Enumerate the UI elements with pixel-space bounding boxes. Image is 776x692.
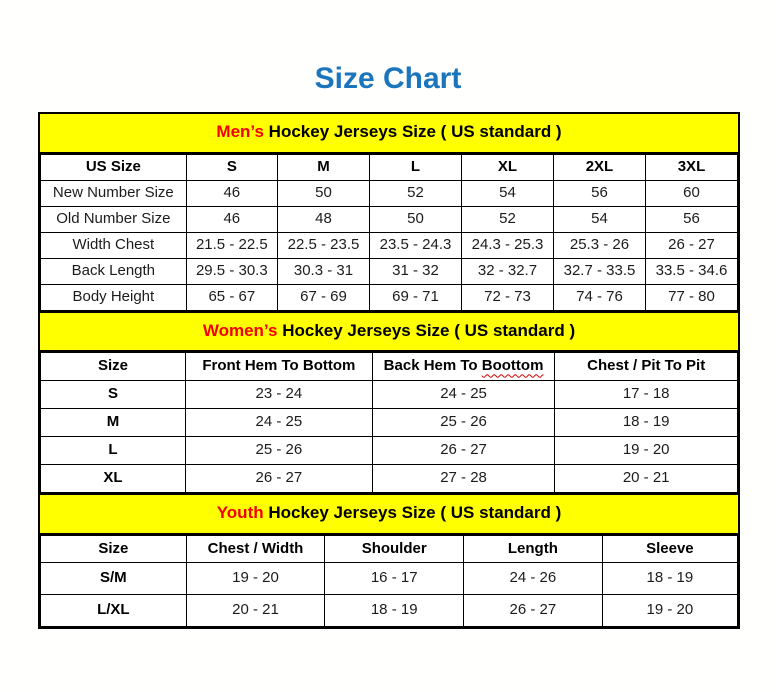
womens-header-row — [41, 353, 738, 381]
womens-cell: 26 - 27 — [185, 465, 372, 493]
womens-cell: 25 - 26 — [372, 409, 555, 437]
page-title: Size Chart — [314, 62, 462, 95]
mens-cell: 65 - 67 — [186, 284, 277, 310]
table-row — [41, 381, 738, 409]
womens-cell: 19 - 20 — [555, 437, 738, 465]
youth-cell: 24 - 26 — [464, 563, 603, 595]
womens-header-back-misspelled-word: Boottom — [481, 357, 544, 375]
mens-header-cell: M — [277, 154, 369, 180]
mens-row-label: Body Height — [41, 284, 187, 310]
womens-header-cell: Chest / Pit To Pit — [555, 353, 738, 381]
womens-section-title: Hockey Jerseys Size ( US standard ) — [277, 320, 576, 340]
womens-row-label: S — [41, 381, 186, 409]
mens-cell: 21.5 - 22.5 — [186, 232, 277, 258]
mens-size-table — [40, 154, 738, 311]
youth-size-table — [40, 535, 738, 627]
table-row — [41, 595, 738, 627]
youth-cell: 19 - 20 — [186, 563, 325, 595]
mens-cell: 25.3 - 26 — [553, 232, 645, 258]
womens-header-cell — [372, 353, 555, 381]
mens-cell: 52 — [369, 180, 461, 206]
youth-cell: 20 - 21 — [186, 595, 325, 627]
youth-header-row — [41, 536, 738, 563]
table-row — [41, 206, 738, 232]
mens-cell: 23.5 - 24.3 — [369, 232, 461, 258]
table-row — [41, 180, 738, 206]
womens-section-highlight: Women’s — [202, 320, 278, 340]
mens-cell: 30.3 - 31 — [277, 258, 369, 284]
table-row — [41, 284, 738, 310]
womens-cell: 23 - 24 — [185, 381, 372, 409]
womens-section-header — [40, 311, 738, 353]
table-row — [41, 437, 738, 465]
mens-cell: 29.5 - 30.3 — [186, 258, 277, 284]
mens-cell: 32 - 32.7 — [461, 258, 553, 284]
womens-row-label: XL — [41, 465, 186, 493]
mens-cell: 48 — [277, 206, 369, 232]
youth-section-header — [40, 493, 738, 535]
mens-header-row — [41, 154, 738, 180]
table-row — [41, 409, 738, 437]
womens-header-cell: Size — [41, 353, 186, 381]
table-row — [41, 258, 738, 284]
youth-header-cell: Chest / Width — [186, 536, 325, 563]
mens-header-cell: US Size — [41, 154, 187, 180]
youth-section-highlight: Youth — [216, 503, 264, 523]
womens-cell: 20 - 21 — [555, 465, 738, 493]
mens-row-label: Back Length — [41, 258, 187, 284]
table-row — [41, 563, 738, 595]
mens-cell: 72 - 73 — [461, 284, 553, 310]
mens-cell: 67 - 69 — [277, 284, 369, 310]
mens-section-title: Hockey Jerseys Size ( US standard ) — [263, 122, 562, 141]
mens-cell: 54 — [553, 206, 645, 232]
mens-cell: 50 — [369, 206, 461, 232]
youth-cell: 19 - 20 — [602, 595, 737, 627]
table-row — [41, 232, 738, 258]
womens-cell: 24 - 25 — [185, 409, 372, 437]
mens-cell: 22.5 - 23.5 — [277, 232, 369, 258]
womens-cell: 17 - 18 — [555, 381, 738, 409]
mens-cell: 26 - 27 — [645, 232, 737, 258]
mens-cell: 46 — [186, 180, 277, 206]
womens-header-cell: Front Hem To Bottom — [185, 353, 372, 381]
mens-cell: 50 — [277, 180, 369, 206]
youth-section-title: Hockey Jerseys Size ( US standard ) — [263, 503, 562, 523]
mens-cell: 32.7 - 33.5 — [553, 258, 645, 284]
mens-cell: 77 - 80 — [645, 284, 737, 310]
mens-cell: 52 — [461, 206, 553, 232]
womens-header-back-prefix: Back Hem To — [383, 357, 482, 375]
youth-cell: 18 - 19 — [602, 563, 737, 595]
youth-cell: 26 - 27 — [464, 595, 603, 627]
womens-cell: 27 - 28 — [372, 465, 555, 493]
mens-section-header — [40, 114, 738, 154]
mens-header-cell: XL — [461, 154, 553, 180]
mens-cell: 31 - 32 — [369, 258, 461, 284]
womens-cell: 26 - 27 — [372, 437, 555, 465]
mens-row-label: Width Chest — [41, 232, 187, 258]
youth-cell: 16 - 17 — [325, 563, 464, 595]
womens-row-label: M — [41, 409, 186, 437]
mens-cell: 46 — [186, 206, 277, 232]
mens-cell: 33.5 - 34.6 — [645, 258, 737, 284]
mens-row-label: Old Number Size — [41, 206, 187, 232]
womens-size-table — [40, 352, 738, 493]
mens-section-highlight: Men’s — [216, 122, 264, 141]
youth-header-cell: Sleeve — [602, 536, 737, 563]
table-row — [41, 465, 738, 493]
mens-cell: 74 - 76 — [553, 284, 645, 310]
mens-cell: 60 — [645, 180, 737, 206]
youth-header-cell: Size — [41, 536, 187, 563]
womens-cell: 25 - 26 — [185, 437, 372, 465]
mens-cell: 56 — [553, 180, 645, 206]
mens-header-cell: 2XL — [553, 154, 645, 180]
mens-header-cell: L — [369, 154, 461, 180]
size-chart-container — [38, 112, 740, 629]
womens-cell: 18 - 19 — [555, 409, 738, 437]
womens-cell: 24 - 25 — [372, 381, 555, 409]
mens-cell: 24.3 - 25.3 — [461, 232, 553, 258]
youth-row-label: S/M — [41, 563, 187, 595]
mens-cell: 69 - 71 — [369, 284, 461, 310]
mens-cell: 54 — [461, 180, 553, 206]
mens-header-cell: S — [186, 154, 277, 180]
youth-row-label: L/XL — [41, 595, 187, 627]
womens-row-label: L — [41, 437, 186, 465]
mens-header-cell: 3XL — [645, 154, 737, 180]
mens-cell: 56 — [645, 206, 737, 232]
youth-header-cell: Length — [464, 536, 603, 563]
mens-row-label: New Number Size — [41, 180, 187, 206]
youth-header-cell: Shoulder — [325, 536, 464, 563]
youth-cell: 18 - 19 — [325, 595, 464, 627]
